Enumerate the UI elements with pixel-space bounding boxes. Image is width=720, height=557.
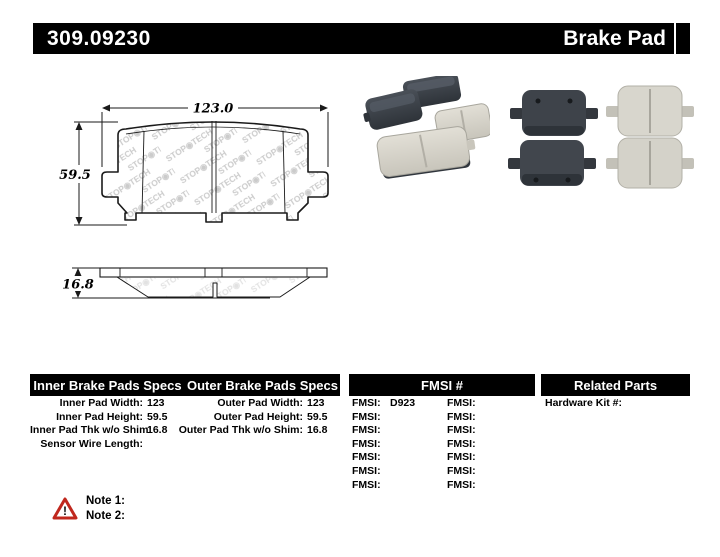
friction-material <box>117 277 310 297</box>
fmsi-label: FMSI: <box>447 424 476 437</box>
spec-label: Inner Pad Height: <box>56 410 143 423</box>
table-row <box>447 397 519 411</box>
spec-value: 59.5 <box>147 410 168 423</box>
table-row <box>30 424 175 438</box>
thickness-dim-label: 16.8 <box>62 277 94 293</box>
fmsi-value <box>390 465 424 479</box>
table-row <box>352 438 424 452</box>
arrow-right-icon <box>320 105 328 112</box>
spec-label: Inner Pad Width: <box>59 397 143 409</box>
fmsi-value <box>390 451 424 465</box>
spec-value: 16.8 <box>307 424 328 437</box>
table-row <box>545 397 626 411</box>
brake-pad-front-photo <box>376 125 478 180</box>
arrow-down-icon <box>76 217 83 225</box>
brake-pad-front-photo <box>606 86 694 136</box>
spec-value: 59.5 <box>307 410 328 423</box>
fmsi-label: FMSI: <box>352 478 381 491</box>
spec-value: 123 <box>307 397 325 409</box>
brake-pad-back-photo <box>508 140 596 186</box>
fmsi-label: FMSI: <box>352 424 381 437</box>
table-row <box>447 451 519 465</box>
spec-value: 123 <box>147 397 165 409</box>
fmsi-column-2 <box>447 397 519 492</box>
related-parts-table <box>545 397 626 411</box>
fmsi-label: FMSI: <box>447 397 476 409</box>
fmsi-label: FMSI: <box>447 464 476 477</box>
brake-pad-back-photo <box>360 88 424 132</box>
fmsi-value <box>485 465 519 479</box>
table-row <box>447 411 519 425</box>
backing-plate <box>100 268 327 277</box>
spec-label: Outer Pad Width: <box>217 397 303 409</box>
product-photo-grid <box>506 84 696 190</box>
table-row <box>352 397 424 411</box>
arrow-up-icon <box>76 122 83 130</box>
part-number: 309.09230 <box>47 26 151 50</box>
brake-pad-back-photo <box>510 90 598 136</box>
table-row <box>168 411 335 425</box>
fmsi-label: FMSI: <box>352 410 381 423</box>
warning-exclamation: ! <box>63 504 67 518</box>
brake-pad-front-photo <box>606 138 694 188</box>
notes-block <box>86 494 129 523</box>
table-row <box>352 451 424 465</box>
fmsi-value <box>390 438 424 452</box>
fmsi-value: D923 <box>390 397 416 409</box>
fmsi-column-1 <box>352 397 424 492</box>
fmsi-label: FMSI: <box>447 478 476 491</box>
fmsi-label: FMSI: <box>447 410 476 423</box>
outer-specs-table <box>168 397 335 438</box>
fmsi-value <box>485 451 519 465</box>
table-row <box>168 424 335 438</box>
table-row <box>30 411 175 425</box>
specs-header-bar <box>30 374 340 396</box>
table-row <box>30 397 175 411</box>
technical-drawing <box>30 85 345 320</box>
table-row <box>352 465 424 479</box>
spec-label: Outer Pad Height: <box>213 410 303 423</box>
product-photo-angled <box>356 76 490 194</box>
fmsi-value <box>390 424 424 438</box>
fmsi-label: FMSI: <box>352 437 381 450</box>
related-parts-title: Related Parts <box>573 377 658 393</box>
fmsi-value <box>485 411 519 425</box>
warning-triangle-icon <box>52 497 78 521</box>
table-row <box>352 411 424 425</box>
table-row <box>168 397 335 411</box>
spec-label: Sensor Wire Length: <box>40 437 143 450</box>
table-row <box>447 438 519 452</box>
inner-specs-title: Inner Brake Pads Specs <box>33 377 182 393</box>
table-row <box>447 465 519 479</box>
fmsi-label: FMSI: <box>352 464 381 477</box>
fmsi-label: FMSI: <box>447 451 476 464</box>
outer-specs-title: Outer Brake Pads Specs <box>186 377 339 393</box>
page-title: Brake Pad <box>563 26 666 50</box>
inner-specs-table <box>30 397 175 451</box>
header-bar <box>33 23 690 54</box>
table-row <box>447 479 519 493</box>
note-row <box>86 509 129 524</box>
arrow-up-icon <box>75 268 82 276</box>
spec-label: Outer Pad Thk w/o Shim: <box>178 424 303 437</box>
fmsi-label: FMSI: <box>447 437 476 450</box>
note-label: Note 1: <box>86 495 125 507</box>
fmsi-value <box>390 479 424 493</box>
width-dim-label: 123.0 <box>192 101 234 117</box>
front-view <box>102 121 328 222</box>
fmsi-value <box>485 397 519 411</box>
table-row <box>30 438 175 452</box>
fmsi-label: FMSI: <box>352 451 381 464</box>
fmsi-value <box>485 424 519 438</box>
pad-watermark-fill <box>102 122 328 222</box>
spec-value <box>147 438 175 452</box>
fmsi-value <box>485 479 519 493</box>
fmsi-label: FMSI: <box>352 397 381 409</box>
header-divider <box>674 23 676 54</box>
height-dim-label: 59.5 <box>59 168 91 183</box>
side-view <box>100 268 327 297</box>
fmsi-value <box>390 411 424 425</box>
related-label: Hardware Kit #: <box>545 397 623 409</box>
table-row <box>352 424 424 438</box>
related-parts-header-bar <box>541 374 690 396</box>
table-row <box>352 479 424 493</box>
table-row <box>447 424 519 438</box>
note-label: Note 2: <box>86 509 125 522</box>
arrow-left-icon <box>102 105 110 112</box>
fmsi-title: FMSI # <box>421 377 463 393</box>
spec-label: Inner Pad Thk w/o Shim: <box>30 424 152 437</box>
fmsi-header-bar <box>349 374 535 396</box>
spec-value: 16.8 <box>147 424 168 437</box>
note-row <box>86 494 129 509</box>
fmsi-value <box>485 438 519 452</box>
